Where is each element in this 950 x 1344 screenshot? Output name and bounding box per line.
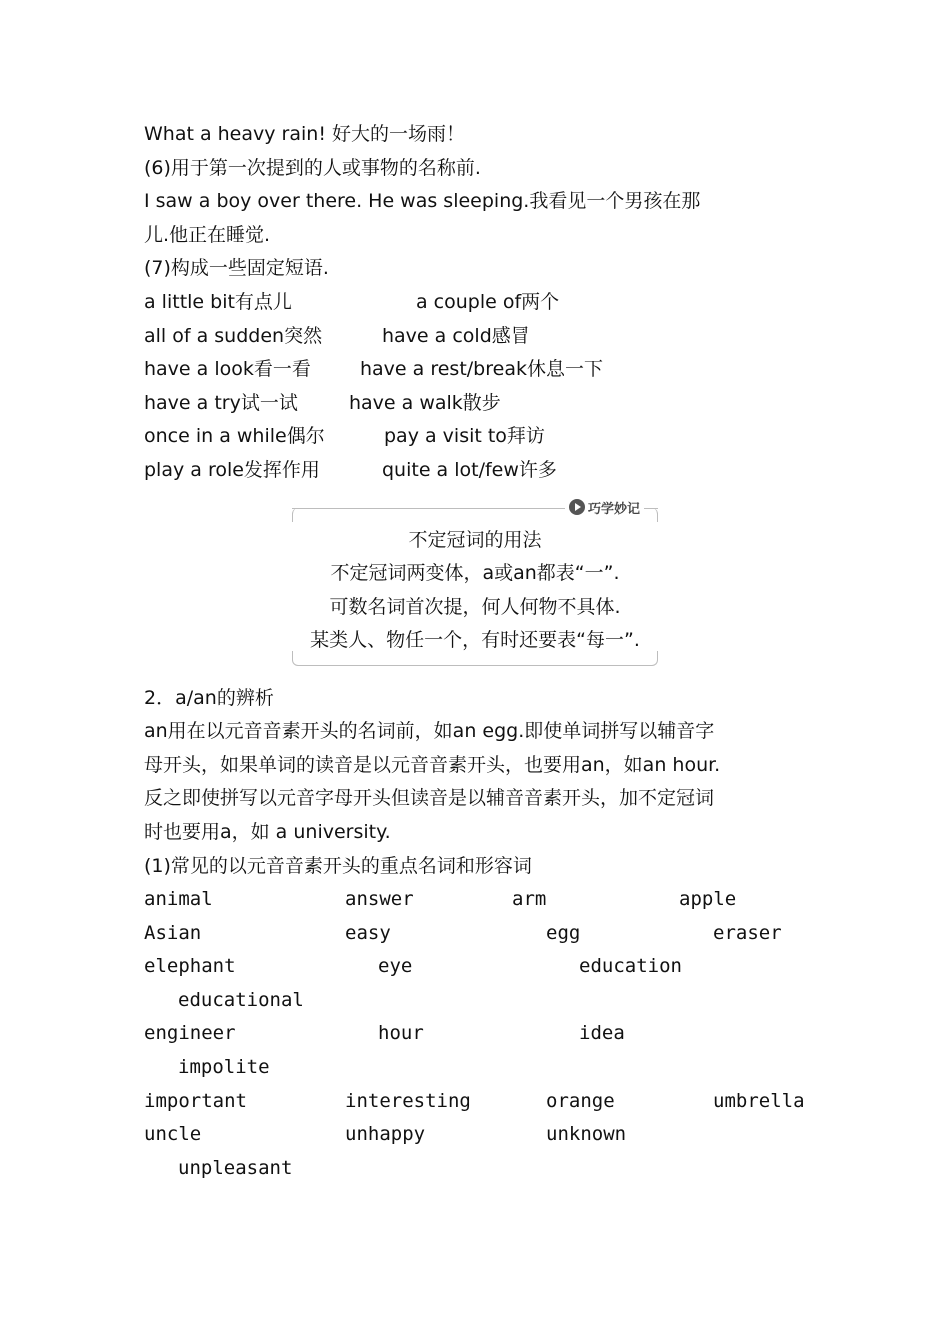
phrase-row xyxy=(144,353,824,387)
word: egg xyxy=(546,921,581,944)
paragraph-line: an用在以元音音素开头的名词前，如an egg.即使单词拼写以辅音字 xyxy=(144,720,715,743)
word: umbrella xyxy=(713,1089,805,1112)
word: elephant xyxy=(144,955,236,978)
word: unhappy xyxy=(345,1123,426,1146)
phrase: have a cold感冒 xyxy=(382,324,530,347)
phrase-row xyxy=(144,286,824,320)
word: educational xyxy=(178,988,304,1011)
phrase-row xyxy=(144,387,824,421)
word-row xyxy=(144,1118,824,1152)
word: uncle xyxy=(144,1123,202,1146)
example-sentence: What a heavy rain! 好大的一场雨！ xyxy=(144,123,465,145)
phrase-row xyxy=(144,420,824,454)
subheading: (1)常见的以元音音素开头的重点名词和形容词 xyxy=(144,854,532,877)
word-row xyxy=(144,1085,824,1119)
phrase-row xyxy=(144,454,824,488)
play-icon xyxy=(569,499,585,515)
tip-line: 可数名词首次提，何人何物不具体. xyxy=(329,595,621,618)
tip-line: 不定冠词两变体，a或an都表“一”. xyxy=(330,562,620,585)
word: important xyxy=(144,1089,247,1112)
phrase: a little bit有点儿 xyxy=(144,290,292,313)
word-row xyxy=(144,1152,824,1186)
paragraph-line: 反之即使拼写以元音字母开头但读音是以辅音音素开头，加不定冠词 xyxy=(144,787,715,810)
word-row xyxy=(144,883,824,917)
word-row xyxy=(144,1051,824,1085)
word: animal xyxy=(144,888,213,911)
phrase: quite a lot/few许多 xyxy=(382,458,557,481)
word: orange xyxy=(546,1089,615,1112)
word: education xyxy=(579,955,682,978)
word: interesting xyxy=(345,1089,471,1112)
example-sentence-cont: 儿.他正在睡觉. xyxy=(144,223,271,246)
word: eye xyxy=(378,955,413,978)
tip-border-corner xyxy=(649,508,658,522)
section-heading: 2．a/an的辨析 xyxy=(144,686,274,709)
phrase: have a walk散步 xyxy=(349,391,501,414)
word: arm xyxy=(512,888,547,911)
word: apple xyxy=(679,888,737,911)
phrase: have a rest/break休息一下 xyxy=(360,358,603,381)
word: easy xyxy=(345,921,391,944)
phrase: once in a while偶尔 xyxy=(144,425,325,448)
document-page xyxy=(144,118,824,1185)
paragraph-line: 时也要用a，如 a university. xyxy=(144,820,391,843)
word-row xyxy=(144,984,824,1018)
tip-title: 不定冠词的用法 xyxy=(408,528,542,551)
word: hour xyxy=(378,1022,424,1045)
word: answer xyxy=(345,888,414,911)
word: eraser xyxy=(713,921,782,944)
phrase: have a try试一试 xyxy=(144,391,298,414)
example-sentence: I saw a boy over there. He was sleeping.我看见一个男孩在那 xyxy=(144,190,701,213)
tip-content xyxy=(292,524,658,658)
phrase: a couple of两个 xyxy=(416,290,560,313)
tip-badge xyxy=(565,498,644,517)
paragraph-line: 母开头，如果单词的读音是以元音音素开头，也要用an，如an hour. xyxy=(144,753,721,776)
word-row xyxy=(144,917,824,951)
word-row xyxy=(144,1017,824,1051)
phrase: pay a visit to拜访 xyxy=(384,425,545,448)
word: Asian xyxy=(144,921,202,944)
word: idea xyxy=(579,1022,625,1045)
tip-badge-label: 巧学妙记 xyxy=(587,501,640,517)
word: engineer xyxy=(144,1022,236,1045)
phrase: play a role发挥作用 xyxy=(144,458,320,481)
word-row xyxy=(144,950,824,984)
phrase: all of a sudden突然 xyxy=(144,324,323,347)
tip-border-corner xyxy=(292,508,301,522)
rule-7: (7)构成一些固定短语. xyxy=(144,257,329,280)
tip-line: 某类人、物任一个，有时还要表“每一”. xyxy=(310,629,640,652)
phrase-row xyxy=(144,320,824,354)
word: impolite xyxy=(178,1056,270,1079)
phrase: have a look看一看 xyxy=(144,358,311,381)
rule-6: (6)用于第一次提到的人或事物的名称前. xyxy=(144,156,481,179)
memory-tip-box xyxy=(292,502,658,672)
word: unpleasant xyxy=(178,1156,293,1179)
word: unknown xyxy=(546,1123,627,1146)
